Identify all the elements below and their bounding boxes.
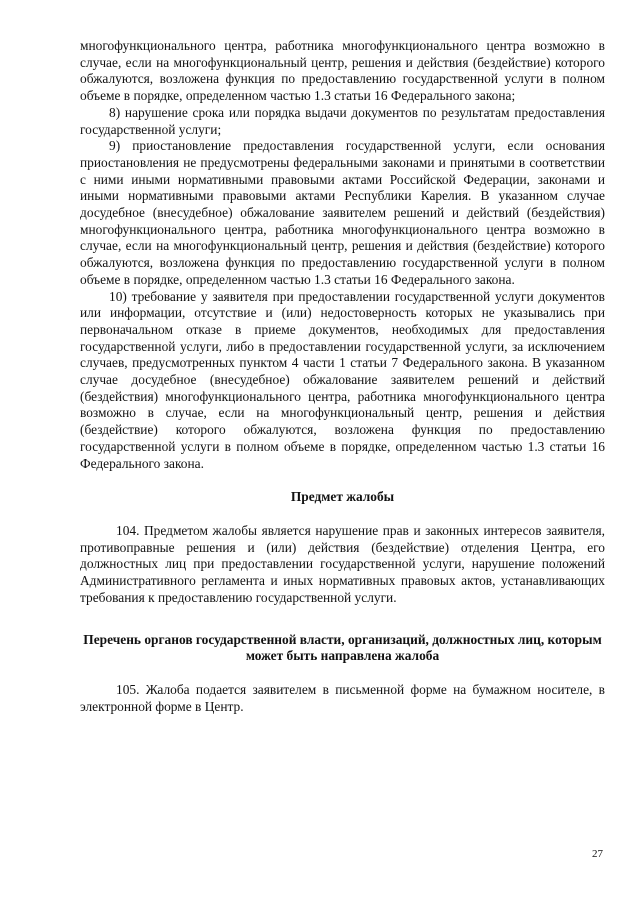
spacer — [80, 472, 605, 489]
page-number: 27 — [592, 848, 603, 860]
document-body — [80, 38, 605, 715]
paragraph-item-8: 8) нарушение срока или порядка выдачи документов по результатам предоставления государственной услуги; — [80, 104, 605, 137]
section-heading-bodies: Перечень органов государственной власти, организаций, должностных лиц, которым может быть направлена жалоба — [83, 631, 602, 664]
spacer — [80, 665, 605, 682]
spacer — [80, 607, 605, 632]
paragraph-104: 104. Предметом жалобы является нарушение прав и законных интересов заявителя, противоправные решения и (или) действия (бездействие) отделения Центра, его должностных лиц при предоставлении государственной услуги, нарушение положений Административного регламента и иных нормативных правовых актов, устанавливающих требования к предоставлению государственной услуги. — [80, 522, 605, 605]
spacer — [80, 506, 605, 523]
paragraph-item-9: 9) приостановление предоставления государственной услуги, если основания приостановления не предусмотрены федеральными законами и принятыми в соответствии с ними иными нормативными правовыми актами Российской Федерации, законами и иными нормативными правовыми актами Республики Карелия. В указанном случае досудебное (внесудебное) обжалование заявителем решений и действий (бездействия) многофункционального центра, работника многофункционального центра возможно в случае, если на многофункциональный центр, решения и действия (бездействие) которого обжалуются, возложена функция по предоставлению государственной услуги в полном объеме в порядке, определенном частью 1.3 статьи 16 Федерального закона. — [80, 138, 605, 287]
paragraph-item-10: 10) требование у заявителя при предоставлении государственной услуги документов или информации, отсутствие и (или) недостоверность которых не указывались при первоначальном отказе в приеме документов, необходимых для предоставления государственной услуги, либо в предоставлении государственной услуги, за исключением случаев, предусмотренных пунктом 4 части 1 статьи 7 Федерального закона. В указанном случае досудебное (внесудебное) обжалование заявителем решений и действий (бездействия) многофункционального центра, работника многофункционального центра возможно в случае, если на многофункциональный центр, решения и действия (бездействие) которого обжалуются, возложена функция по предоставлению государственной услуги в полном объеме в порядке, определенном частью 1.3 статьи 16 Федерального закона. — [80, 288, 605, 471]
section-heading-subject: Предмет жалобы — [290, 489, 395, 505]
paragraph-continuation: многофункционального центра, работника многофункционального центра возможно в случае, если на многофункциональный центр, решения и действия (бездействие) которого обжалуются, возложена функция по предоставлению государственной услуги в полном объеме в порядке, определенном частью 1.3 статьи 16 Федерального закона; — [80, 38, 605, 104]
paragraph-105: 105. Жалоба подается заявителем в письменной форме на бумажном носителе, в электронной форме в Центр. — [80, 681, 605, 714]
